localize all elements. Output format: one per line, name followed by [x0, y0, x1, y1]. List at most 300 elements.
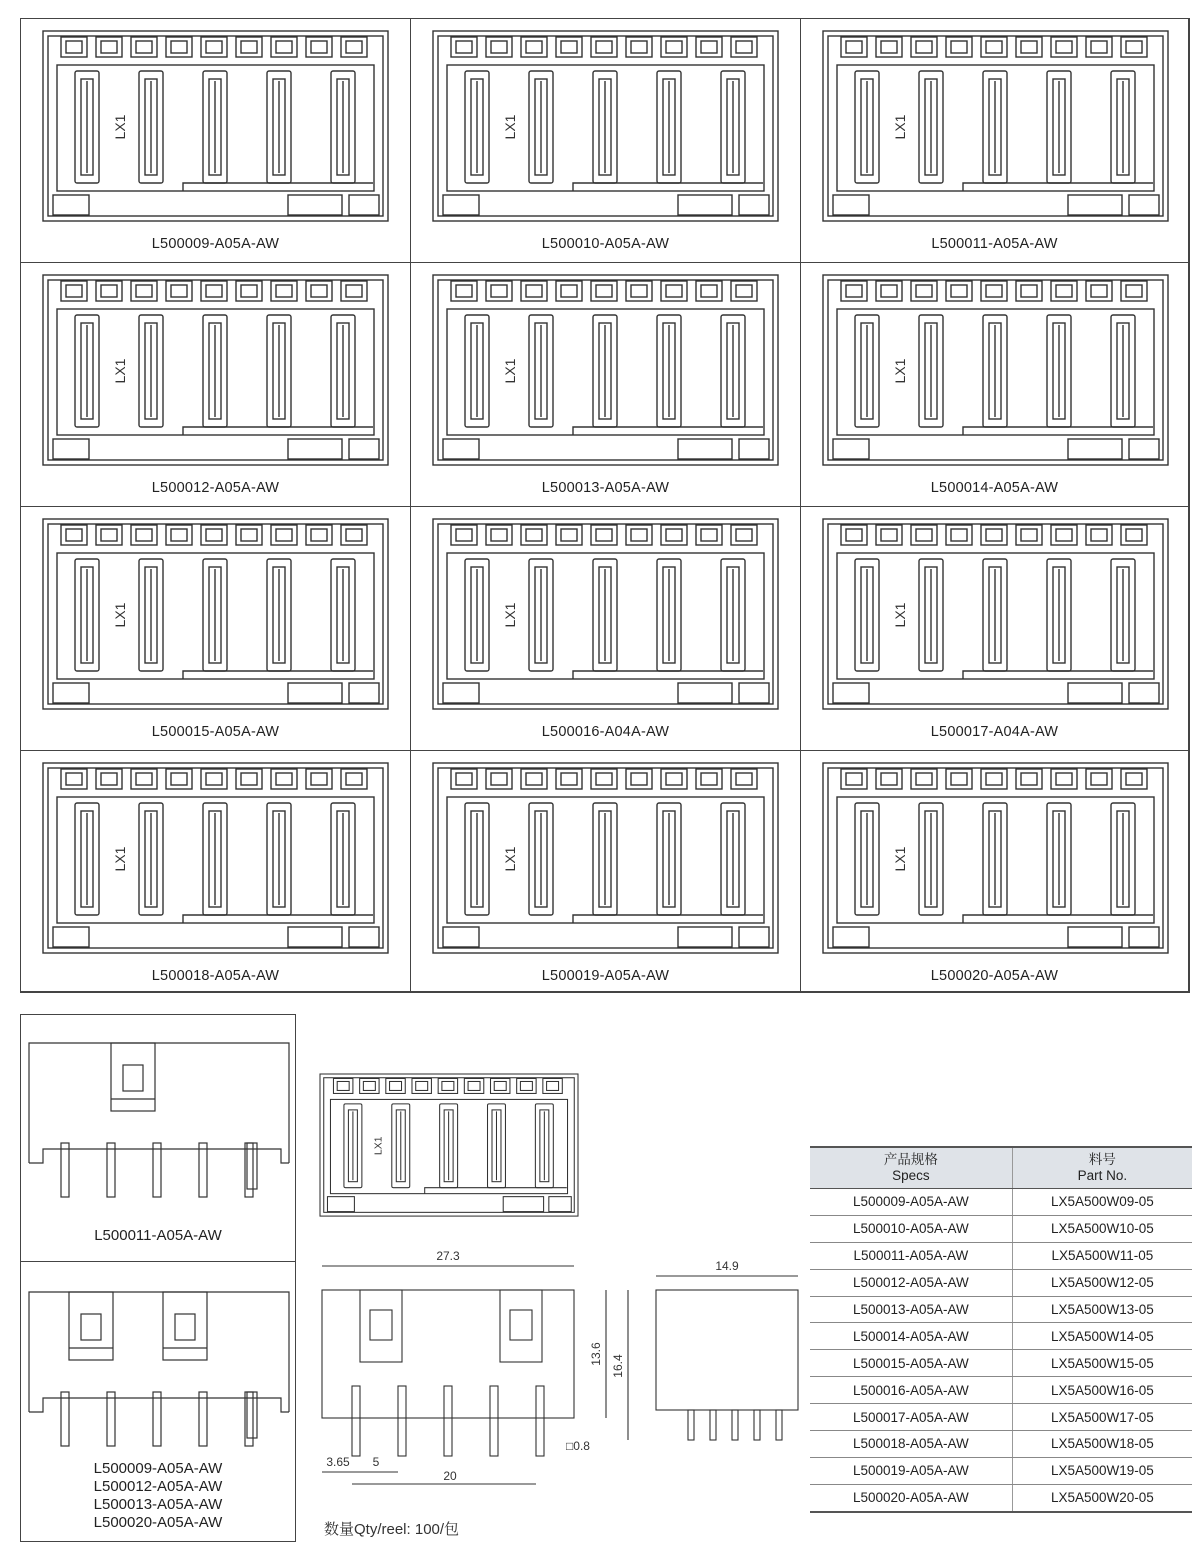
side-latch-window	[81, 1314, 101, 1340]
latch-window-inner	[171, 773, 187, 785]
variant-label: L500013-A05A-AW	[541, 480, 670, 496]
latch-window	[451, 769, 477, 789]
latch-window	[131, 37, 157, 57]
dim-pin	[398, 1386, 406, 1456]
latch-window-inner	[206, 285, 222, 297]
latch-window-inner	[206, 529, 222, 541]
latch-window-inner	[986, 773, 1002, 785]
polarization-key	[963, 427, 1153, 435]
bottom-pad	[349, 439, 379, 459]
latch-window	[451, 525, 477, 545]
latch-window-inner	[526, 529, 542, 541]
latch-window-inner	[491, 773, 507, 785]
side-pin	[61, 1143, 69, 1197]
side-latch	[163, 1292, 207, 1360]
latch-window-inner	[561, 285, 577, 297]
latch-window-inner	[456, 773, 472, 785]
latch-window-inner	[631, 529, 647, 541]
bottom-pad	[1068, 195, 1122, 215]
latch-window	[661, 525, 687, 545]
part-marking: LX1	[892, 846, 908, 872]
bottom-pad	[739, 683, 769, 703]
latch-window	[876, 769, 902, 789]
latch-window	[438, 1078, 457, 1093]
latch-window	[661, 37, 687, 57]
variant-drawing	[801, 19, 1191, 234]
latch-window-inner	[736, 41, 752, 53]
variant-drawing	[801, 507, 1191, 722]
variant-cell	[411, 263, 801, 507]
latch-window	[236, 769, 262, 789]
latch-window-inner	[101, 773, 117, 785]
spec-cell: L500013-A05A-AW	[810, 1296, 1012, 1323]
table-row	[810, 1484, 1192, 1511]
latch-window-inner	[101, 529, 117, 541]
variant-drawing	[411, 19, 801, 234]
table-row	[810, 1404, 1192, 1431]
bottom-pad	[288, 927, 342, 947]
latch-window-inner	[1021, 285, 1037, 297]
side-pin	[107, 1392, 115, 1446]
latch-window-inner	[916, 773, 932, 785]
variant-drawing	[411, 507, 801, 722]
connector-body	[43, 519, 388, 709]
spec-cell: L500019-A05A-AW	[810, 1457, 1012, 1484]
bottom-pad	[833, 195, 869, 215]
latch-window	[981, 769, 1007, 789]
bottom-pad	[833, 927, 869, 947]
latch-window	[841, 525, 867, 545]
variant-drawing	[21, 19, 411, 234]
latch-window	[731, 37, 757, 57]
bottom-pad	[1129, 927, 1159, 947]
latch-window-inner	[491, 529, 507, 541]
latch-window	[166, 281, 192, 301]
latch-window	[517, 1078, 536, 1093]
latch-window	[543, 1078, 562, 1093]
connector-body	[823, 519, 1168, 709]
part-cell: LX5A500W10-05	[1012, 1215, 1192, 1242]
latch-window	[696, 281, 722, 301]
part-marking: LX1	[112, 358, 128, 384]
variant-label: L500011-A05A-AW	[931, 236, 1058, 252]
dim-latch-window	[510, 1310, 532, 1340]
latch-window	[306, 769, 332, 789]
variant-cell	[411, 751, 801, 992]
latch-window	[521, 281, 547, 301]
latch-window	[876, 37, 902, 57]
latch-window-inner	[846, 529, 862, 541]
side-pin	[199, 1143, 207, 1197]
latch-window	[1051, 769, 1077, 789]
latch-window-inner	[346, 529, 362, 541]
dim-latch-window	[370, 1310, 392, 1340]
bottom-pad	[53, 683, 89, 703]
bottom-pad	[678, 439, 732, 459]
header-part	[1012, 1147, 1192, 1189]
latch-window	[491, 1078, 510, 1093]
latch-window-inner	[986, 285, 1002, 297]
bottom-pad	[443, 683, 479, 703]
part-cell: LX5A500W17-05	[1012, 1404, 1192, 1431]
latch-window	[236, 281, 262, 301]
part-marking: LX1	[892, 602, 908, 628]
variant-label: L500014-A05A-AW	[930, 480, 1059, 496]
latch-window	[696, 769, 722, 789]
latch-window	[306, 525, 332, 545]
latch-window	[981, 281, 1007, 301]
part-marking: LX1	[502, 358, 518, 384]
latch-window-inner	[1056, 285, 1072, 297]
dim-span-text: 20	[443, 1469, 457, 1483]
latch-window-inner	[136, 773, 152, 785]
latch-window-inner	[66, 529, 82, 541]
spec-table-header	[810, 1147, 1192, 1189]
latch-window-inner	[66, 285, 82, 297]
latch-window	[236, 525, 262, 545]
part-marking: LX1	[892, 358, 908, 384]
polarization-key	[573, 671, 763, 679]
spec-cell: L500015-A05A-AW	[810, 1350, 1012, 1377]
latch-window	[451, 281, 477, 301]
side-base	[29, 1149, 289, 1163]
latch-window	[876, 525, 902, 545]
side-pin	[153, 1143, 161, 1197]
bottom-pad	[288, 683, 342, 703]
side-latch-window	[123, 1065, 143, 1091]
table-row	[810, 1269, 1192, 1296]
part-cell: LX5A500W15-05	[1012, 1350, 1192, 1377]
dim-pin	[490, 1386, 498, 1456]
latch-window	[61, 37, 87, 57]
latch-window	[96, 525, 122, 545]
part-cell: LX5A500W19-05	[1012, 1457, 1192, 1484]
spec-cell: L500018-A05A-AW	[810, 1431, 1012, 1458]
latch-window-inner	[494, 1081, 506, 1090]
latch-window-inner	[701, 529, 717, 541]
connector-body	[433, 31, 778, 221]
polarization-key	[573, 427, 763, 435]
part-marking: LX1	[112, 114, 128, 140]
latch-window	[521, 769, 547, 789]
latch-window-inner	[881, 529, 897, 541]
bottom-pad	[443, 439, 479, 459]
side-pin	[199, 1392, 207, 1446]
latch-window	[911, 281, 937, 301]
side-view-top-label: L500011-A05A-AW	[94, 1227, 222, 1244]
bottom-pad	[678, 927, 732, 947]
latch-window	[731, 769, 757, 789]
latch-window	[876, 281, 902, 301]
latch-window-inner	[1126, 529, 1142, 541]
latch-window	[981, 37, 1007, 57]
detail-side-view	[310, 1246, 800, 1486]
latch-window-inner	[631, 773, 647, 785]
spec-cell: L500010-A05A-AW	[810, 1215, 1012, 1242]
latch-window-inner	[1126, 41, 1142, 53]
latch-window-inner	[206, 41, 222, 53]
latch-window-inner	[456, 529, 472, 541]
side-base	[29, 1398, 289, 1412]
latch-window	[841, 769, 867, 789]
latch-window	[626, 769, 652, 789]
latch-window	[1016, 37, 1042, 57]
latch-window-inner	[416, 1081, 428, 1090]
dim-total-height-text: 16.4	[611, 1354, 625, 1378]
latch-window-inner	[666, 529, 682, 541]
latch-window-inner	[363, 1081, 375, 1090]
latch-window-inner	[171, 41, 187, 53]
spec-cell: L500012-A05A-AW	[810, 1269, 1012, 1296]
connector-body	[823, 31, 1168, 221]
latch-window-inner	[736, 285, 752, 297]
latch-window-inner	[346, 41, 362, 53]
latch-window-inner	[736, 773, 752, 785]
variant-cell	[21, 263, 411, 507]
latch-window	[306, 281, 332, 301]
latch-window-inner	[1021, 529, 1037, 541]
latch-window-inner	[276, 773, 292, 785]
bottom-pad	[288, 195, 342, 215]
variant-cell	[801, 507, 1189, 751]
latch-window-inner	[547, 1081, 559, 1090]
latch-window	[1051, 281, 1077, 301]
latch-window-inner	[1021, 773, 1037, 785]
variant-drawing	[801, 263, 1191, 478]
latch-window-inner	[631, 41, 647, 53]
part-cell: LX5A500W11-05	[1012, 1242, 1192, 1269]
latch-window-inner	[171, 529, 187, 541]
connector-body	[43, 763, 388, 953]
latch-window	[591, 769, 617, 789]
table-row	[810, 1242, 1192, 1269]
latch-window-inner	[311, 773, 327, 785]
latch-window-inner	[916, 285, 932, 297]
latch-window-inner	[241, 285, 257, 297]
polarization-key	[183, 183, 373, 191]
latch-window	[201, 281, 227, 301]
latch-window	[661, 281, 687, 301]
bottom-pad	[288, 439, 342, 459]
bottom-pad	[349, 195, 379, 215]
polarization-key	[963, 915, 1153, 923]
bottom-pad	[53, 439, 89, 459]
part-marking: LX1	[502, 846, 518, 872]
bottom-pad	[739, 439, 769, 459]
latch-window-inner	[951, 773, 967, 785]
dim-depth-body	[656, 1290, 798, 1410]
latch-window-inner	[1056, 773, 1072, 785]
latch-window	[486, 525, 512, 545]
latch-window	[946, 37, 972, 57]
connector-body	[43, 275, 388, 465]
header-part-cn: 料号	[1088, 1152, 1116, 1167]
side-pin-bent	[247, 1143, 257, 1189]
latch-window-inner	[631, 285, 647, 297]
latch-window	[96, 769, 122, 789]
bottom-pad	[503, 1197, 543, 1212]
latch-window	[911, 769, 937, 789]
latch-window	[271, 769, 297, 789]
variant-cell	[21, 751, 411, 992]
latch-window-inner	[596, 41, 612, 53]
latch-window	[731, 525, 757, 545]
latch-window-inner	[846, 773, 862, 785]
latch-window-inner	[241, 529, 257, 541]
part-marking: LX1	[502, 114, 518, 140]
latch-window	[271, 281, 297, 301]
latch-window	[360, 1078, 379, 1093]
latch-window	[96, 37, 122, 57]
latch-window	[591, 281, 617, 301]
latch-window	[911, 525, 937, 545]
bottom-pad	[1068, 439, 1122, 459]
latch-window-inner	[1091, 41, 1107, 53]
latch-window-inner	[526, 41, 542, 53]
latch-window-inner	[526, 285, 542, 297]
part-cell: LX5A500W12-05	[1012, 1269, 1192, 1296]
variant-grid	[20, 18, 1190, 993]
dim-pitch-text: 5	[372, 1455, 380, 1469]
polarization-key	[963, 671, 1153, 679]
bottom-pad	[833, 439, 869, 459]
bottom-pad	[327, 1197, 354, 1212]
latch-window	[1016, 525, 1042, 545]
latch-window	[306, 37, 332, 57]
spec-cell: L500020-A05A-AW	[810, 1484, 1012, 1511]
side-view-bottom-label: L500020-A05A-AW	[93, 1514, 223, 1531]
latch-window-inner	[951, 285, 967, 297]
latch-window	[486, 37, 512, 57]
latch-window-inner	[520, 1081, 532, 1090]
dim-depth-pin	[732, 1410, 738, 1440]
latch-window	[201, 37, 227, 57]
latch-window	[166, 525, 192, 545]
latch-window	[96, 281, 122, 301]
part-cell: LX5A500W09-05	[1012, 1189, 1192, 1216]
detail-top-view	[318, 1072, 588, 1217]
bottom-pad	[53, 927, 89, 947]
latch-window-inner	[846, 285, 862, 297]
latch-window-inner	[337, 1081, 349, 1090]
latch-window-inner	[206, 773, 222, 785]
side-latch-window	[175, 1314, 195, 1340]
side-view-bottom-label: L500009-A05A-AW	[93, 1460, 223, 1477]
variant-drawing	[21, 507, 411, 722]
latch-window-inner	[101, 41, 117, 53]
side-body	[29, 1292, 289, 1446]
latch-window-inner	[456, 285, 472, 297]
latch-window	[486, 281, 512, 301]
latch-window-inner	[346, 285, 362, 297]
bottom-pad	[349, 683, 379, 703]
latch-window-inner	[881, 41, 897, 53]
latch-window-inner	[276, 529, 292, 541]
latch-window	[911, 37, 937, 57]
latch-window	[696, 525, 722, 545]
latch-window-inner	[666, 773, 682, 785]
latch-window-inner	[442, 1081, 454, 1090]
latch-window-inner	[1091, 285, 1107, 297]
latch-window-inner	[596, 285, 612, 297]
variant-label: L500016-A04A-AW	[541, 724, 670, 740]
latch-window	[1051, 525, 1077, 545]
bottom-pad	[349, 927, 379, 947]
latch-window	[841, 281, 867, 301]
latch-window	[521, 37, 547, 57]
side-view-bottom-label: L500013-A05A-AW	[93, 1496, 223, 1513]
table-row	[810, 1457, 1192, 1484]
spec-cell: L500011-A05A-AW	[810, 1242, 1012, 1269]
latch-window	[1051, 37, 1077, 57]
variant-drawing	[411, 751, 801, 966]
bottom-pad	[1129, 195, 1159, 215]
spec-cell: L500016-A05A-AW	[810, 1377, 1012, 1404]
latch-window-inner	[916, 529, 932, 541]
latch-window-inner	[1056, 41, 1072, 53]
side-latch	[111, 1043, 155, 1111]
dim-drawing	[322, 1266, 798, 1484]
bottom-pad	[443, 927, 479, 947]
side-views-panel	[20, 1014, 296, 1542]
bottom-pad	[1068, 683, 1122, 703]
polarization-key	[573, 183, 763, 191]
latch-window	[981, 525, 1007, 545]
latch-window	[1016, 281, 1042, 301]
latch-window-inner	[561, 773, 577, 785]
latch-window-inner	[171, 285, 187, 297]
latch-window	[486, 769, 512, 789]
latch-window	[1121, 525, 1147, 545]
variant-cell	[801, 263, 1189, 507]
latch-window-inner	[526, 773, 542, 785]
latch-window	[201, 525, 227, 545]
side-view-drawing-top	[21, 1015, 294, 1261]
latch-window	[1121, 37, 1147, 57]
spec-cell: L500017-A05A-AW	[810, 1404, 1012, 1431]
latch-window	[626, 37, 652, 57]
latch-window	[556, 281, 582, 301]
dim-latch	[500, 1290, 542, 1362]
dim-offset-text: 3.65	[326, 1455, 350, 1469]
latch-window	[1086, 37, 1112, 57]
latch-window-inner	[311, 41, 327, 53]
latch-window-inner	[881, 773, 897, 785]
part-cell: LX5A500W18-05	[1012, 1431, 1192, 1458]
spec-table	[810, 1146, 1192, 1513]
polarization-key	[963, 183, 1153, 191]
variant-label: L500020-A05A-AW	[930, 968, 1059, 984]
connector-body	[320, 1074, 578, 1216]
polarization-key	[425, 1188, 567, 1194]
side-latch	[69, 1292, 113, 1360]
side-pin	[61, 1392, 69, 1446]
latch-window-inner	[701, 773, 717, 785]
polarization-key	[183, 671, 373, 679]
dim-latch	[360, 1290, 402, 1362]
bottom-pad	[739, 195, 769, 215]
header-part-en: Part No.	[1077, 1168, 1128, 1183]
latch-window-inner	[596, 773, 612, 785]
dim-pin-height-text: 13.6	[589, 1342, 603, 1366]
latch-window	[841, 37, 867, 57]
latch-window-inner	[1091, 773, 1107, 785]
latch-window-inner	[1091, 529, 1107, 541]
latch-window	[131, 281, 157, 301]
latch-window	[556, 769, 582, 789]
latch-window-inner	[666, 41, 682, 53]
latch-window	[556, 525, 582, 545]
